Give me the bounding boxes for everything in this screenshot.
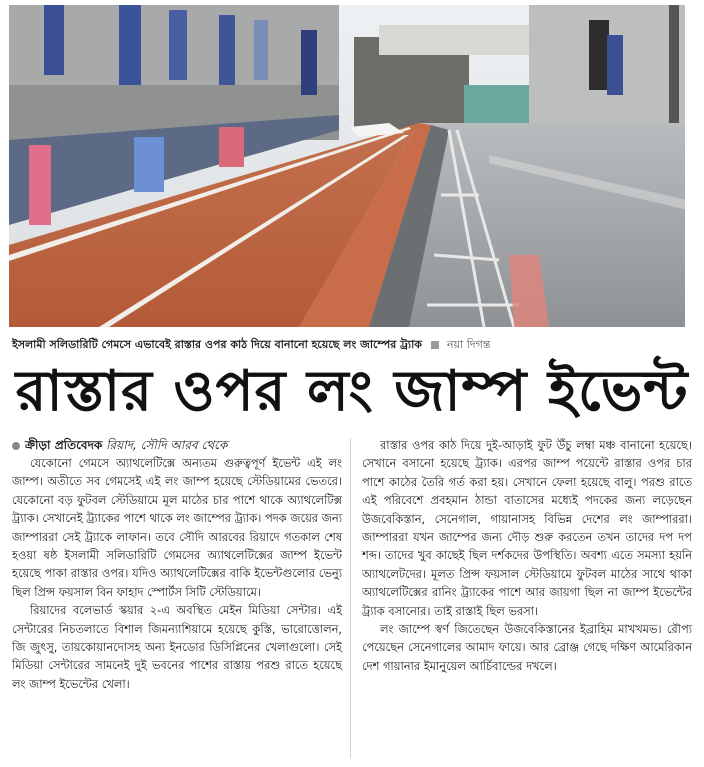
photo-caption xyxy=(12,337,692,352)
column-divider xyxy=(350,438,351,758)
article-headline: রাস্তার ওপর লং জাম্প ইভেন্ট xyxy=(15,359,689,424)
byline xyxy=(12,436,342,454)
paragraph: রিয়াদের বলেভার্ড স্কয়ার ২-এ অবস্থিত মেইন মিডিয়া সেন্টার। এই সেন্টারের নিচতলাতে বিশাল জিমন্যাশিয়ামে হয়েছে কুস্তি, ভারোত্তোলন, জি জুৎসু, তায়কোয়ানদোসহ অন্য ইনডোর ডিসিপ্লিনের খেলাগুলো। সেই মিডিয়া সেন্টারের সামনেই দুই ভবনের পাশের রাস্তায় পরশু রাতে হয়েছে লং জাম্প ইভেন্টের খেলা। xyxy=(12,603,342,691)
byline-place: রিয়াদ, সৌদি আরব থেকে xyxy=(106,438,228,452)
news-photo xyxy=(9,5,685,327)
caption-source: নয়া দিগন্ত xyxy=(446,338,491,351)
paragraph: লং জাম্পে স্বর্ণ জিতেছেন উজবেকিস্তানের ইব্রাহিম মাখখমভ। রৌপ্য পেয়েছেন সেনেগালের আমাদ ফায়ে। আর ব্রোঞ্জ গেছে দক্ষিণ আমেরিকান দেশ গায়ানার ইমানুয়েল আর্চিবাল্ডের দখলে। xyxy=(362,622,692,673)
bullet-icon xyxy=(12,442,20,450)
long-jump-track-photo xyxy=(9,5,685,327)
article-column-right xyxy=(362,436,692,675)
article-column-left xyxy=(12,436,342,693)
caption-separator-icon xyxy=(431,341,439,349)
paragraph: রাস্তার ওপর কাঠ দিয়ে দুই-আড়াই ফুট উঁচু লম্বা মঞ্চ বানানো হয়েছে। সেখানে বসানো হয়েছে ট্র্যাক। এরপর জাম্প পয়েন্টে রাস্তার ওপর চার পাশে কাঠের তৈরি গর্ত করা হয়। সেখানে ফেলা হয়েছে বালু। পরশু রাতে এই পরিবেশে প্রবহমান ঠান্ডা বাতাসের মধ্যেই পদকের জন্য লড়েছেন উজবেকিস্তান, সেনেগাল, গায়ানাসহ বিভিন্ন দেশের লং জাম্পাররা। জাম্পাররা যখন জাম্পের জন্য দৌড় শুরু করতেন তখন তাদের দপ দপ শব্দ। তাদের খুব কাছেই ছিল দর্শকদের উপস্থিতি। অবশ্য এতে সমস্যা হয়নি অ্যাথলেটদের। মূলত প্রিন্স ফয়সাল স্টেডিয়ামে ফুটবল মাঠের সাথে থাকা অ্যাথলেটিক্সের রানিং ট্র্যাকের পাশে আর জায়গা ছিল না জাম্প ইভেন্টের ট্র্যাক বসানোর। তাই রাস্তাই ছিল ভরসা। xyxy=(362,438,692,618)
paragraph: যেকোনো গেমসে অ্যাথলেটিক্সে অন্যতম গুরুত্বপূর্ণ ইভেন্ট এই লং জাম্প। অতীতে সব গেমসেই এই লং জাম্প হয়েছে স্টেডিয়ামের ভেতরে। যেকোনো বড় ফুটবল স্টেডিয়ামে মূল মাঠের চার পাশে থাকে অ্যাথলেটিক্স ট্র্যাক। সেখানেই ট্র্যাকের পাশে থাকে লং জাম্পের ট্র্যাক। পদক জয়ের জন্য জাম্পাররা সেই ট্র্যাকে লাফান। তবে সৌদি আরবের রিয়াদে গতকাল শেষ হওয়া ষষ্ঠ ইসলামী সলিডারিটি গেমসের অ্যাথলেটিক্সের জাম্প ইভেন্ট হয়েছে পাকা রাস্তার ওপর। যদিও অ্যাথলেটিক্সের বাকি ইভেন্টগুলোর ভেন্যু ছিল প্রিন্স ফয়সাল বিন ফাহাদ স্পোর্টস সিটি স্টেডিয়ামে। xyxy=(12,456,342,599)
byline-reporter: ক্রীড়া প্রতিবেদক xyxy=(25,438,103,452)
caption-text: ইসলামী সলিডারিটি গেমসে এভাবেই রাস্তার ওপর কাঠ দিয়ে বানানো হয়েছে লং জাম্পের ট্র্যাক xyxy=(12,338,422,351)
